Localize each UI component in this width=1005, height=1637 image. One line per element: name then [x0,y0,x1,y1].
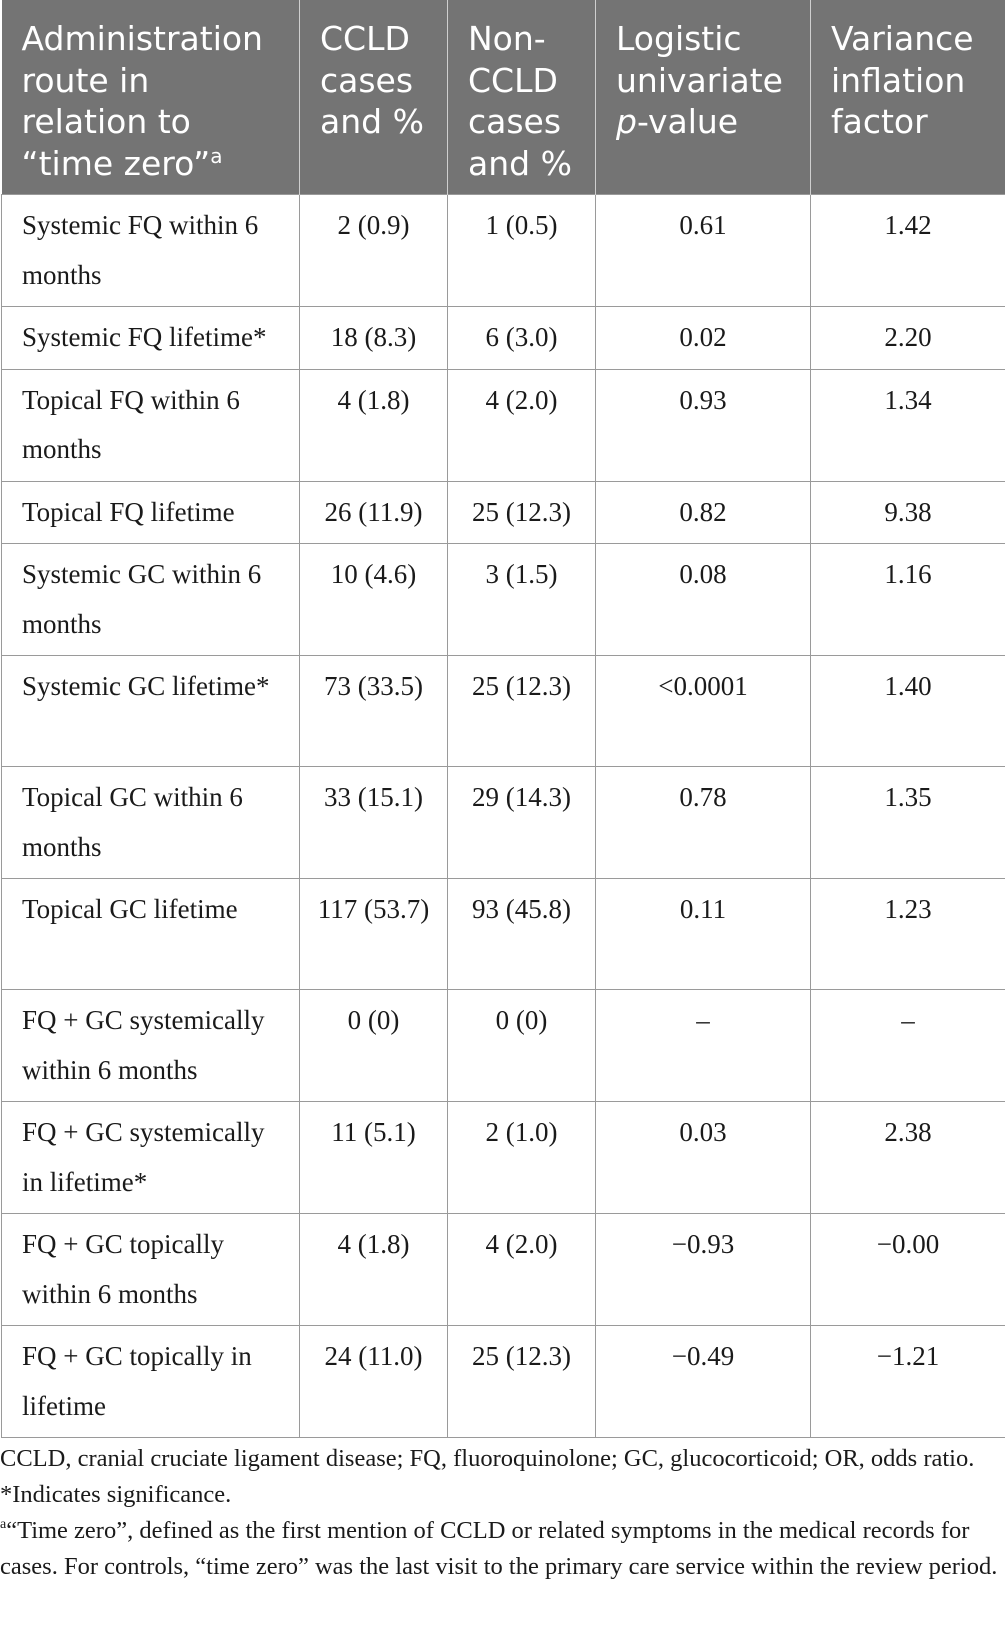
cell-vif: −0.00 [811,1214,1005,1326]
table-row [2,656,1005,767]
cell-route: Systemic GC lifetime* [2,656,300,767]
table-row [2,767,1005,879]
header-ccld-cases-text: CCLD cases and % [320,19,424,141]
abbreviations-note: CCLD, cranial cruciate ligament disease; FQ, fluoroquinolone; GC, glucocorticoid; OR, odds ratio. *Indicates significance. [0,1445,975,1508]
cell-route: Systemic FQ lifetime* [2,307,300,370]
cell-p-value: 0.11 [596,879,811,990]
cell-route: Topical FQ within 6 months [2,369,300,481]
cell-non-ccld: 2 (1.0) [448,1102,596,1214]
time-zero-note-text: “Time zero”, defined as the first mention of CCLD or related symptoms in the medical records for cases. For controls, “time zero” was the last visit to the primary care service within the review period. [0,1517,998,1580]
cell-vif: 2.38 [811,1102,1005,1214]
cell-route: Topical GC within 6 months [2,767,300,879]
cell-non-ccld: 25 (12.3) [448,481,596,544]
header-variance-inflation-factor [811,0,1005,195]
cell-ccld: 18 (8.3) [300,307,448,370]
cell-route: Systemic GC within 6 months [2,544,300,656]
cell-non-ccld: 6 (3.0) [448,307,596,370]
table-row [2,1102,1005,1214]
cell-non-ccld: 4 (2.0) [448,1214,596,1326]
cell-vif: – [811,990,1005,1102]
cell-route: FQ + GC systemically in lifetime* [2,1102,300,1214]
cell-vif: 1.35 [811,767,1005,879]
table-row [2,307,1005,370]
header-administration-route [2,0,300,195]
table-body [2,195,1005,1438]
cell-ccld: 2 (0.9) [300,195,448,307]
header-vif-text: Variance inflation factor [831,19,974,141]
cell-p-value: 0.03 [596,1102,811,1214]
header-non-ccld-cases [448,0,596,195]
cell-non-ccld: 1 (0.5) [448,195,596,307]
time-zero-note [0,1513,1000,1585]
cell-p-value: −0.93 [596,1214,811,1326]
cell-non-ccld: 4 (2.0) [448,369,596,481]
table-row [2,195,1005,307]
cell-p-value: 0.02 [596,307,811,370]
table-row [2,990,1005,1102]
cell-ccld: 24 (11.0) [300,1326,448,1438]
cell-ccld: 4 (1.8) [300,369,448,481]
cell-route: FQ + GC systemically within 6 months [2,990,300,1102]
time-zero-note-marker: a [0,1517,7,1532]
cell-ccld: 0 (0) [300,990,448,1102]
cell-vif: −1.21 [811,1326,1005,1438]
cell-vif: 1.23 [811,879,1005,990]
table-row [2,481,1005,544]
cell-non-ccld: 25 (12.3) [448,656,596,767]
table-row [2,879,1005,990]
header-ccld-cases [300,0,448,195]
table-row [2,1326,1005,1438]
cell-vif: 1.34 [811,369,1005,481]
header-p-value [596,0,811,195]
cell-route: FQ + GC topically within 6 months [2,1214,300,1326]
table-row [2,544,1005,656]
cell-vif: 1.42 [811,195,1005,307]
header-administration-route-text: Administration route in relation to “time zero” [21,19,263,183]
header-p-value-italic: p [616,102,637,141]
cell-p-value: −0.49 [596,1326,811,1438]
cell-ccld: 117 (53.7) [300,879,448,990]
cell-p-value: <0.0001 [596,656,811,767]
table-header [2,0,1005,195]
cell-non-ccld: 29 (14.3) [448,767,596,879]
cell-ccld: 33 (15.1) [300,767,448,879]
table-footnotes [0,1441,1000,1585]
cell-ccld: 4 (1.8) [300,1214,448,1326]
cell-ccld: 73 (33.5) [300,656,448,767]
cell-p-value: 0.82 [596,481,811,544]
cell-ccld: 11 (5.1) [300,1102,448,1214]
cell-p-value: – [596,990,811,1102]
cell-vif: 2.20 [811,307,1005,370]
cell-vif: 1.40 [811,656,1005,767]
cell-route: Topical GC lifetime [2,879,300,990]
results-table [1,0,1005,1438]
cell-route: Systemic FQ within 6 months [2,195,300,307]
cell-non-ccld: 0 (0) [448,990,596,1102]
table-row [2,369,1005,481]
cell-p-value: 0.08 [596,544,811,656]
cell-ccld: 10 (4.6) [300,544,448,656]
cell-vif: 1.16 [811,544,1005,656]
cell-non-ccld: 25 (12.3) [448,1326,596,1438]
header-row [2,0,1005,195]
cell-vif: 9.38 [811,481,1005,544]
header-footnote-marker: a [210,143,223,168]
cell-p-value: 0.61 [596,195,811,307]
cell-p-value: 0.93 [596,369,811,481]
table-row [2,1214,1005,1326]
header-p-value-pre: Logistic univariate [616,19,783,100]
cell-non-ccld: 93 (45.8) [448,879,596,990]
cell-route: Topical FQ lifetime [2,481,300,544]
header-p-value-post: -value [636,102,739,141]
cell-p-value: 0.78 [596,767,811,879]
cell-ccld: 26 (11.9) [300,481,448,544]
header-non-ccld-cases-text: Non-CCLD cases and % [468,19,572,183]
cell-route: FQ + GC topically in lifetime [2,1326,300,1438]
cell-non-ccld: 3 (1.5) [448,544,596,656]
